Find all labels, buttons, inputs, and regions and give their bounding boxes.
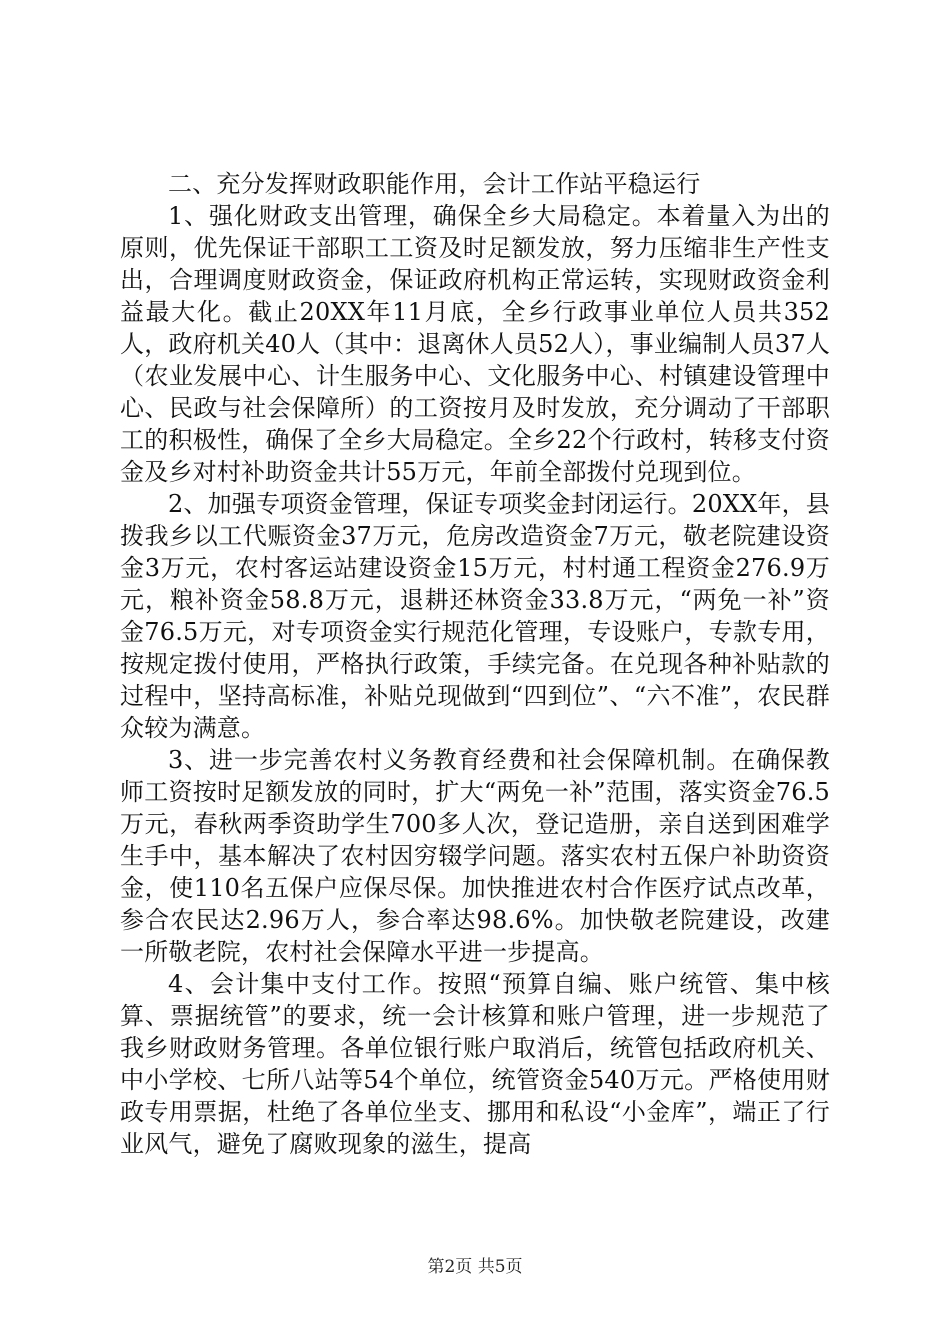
paragraph-4: 4、会计集中支付工作。按照“预算自编、账户统管、集中核算、票据统管”的要求，统一会计核算和账户管理，进一步规范了我乡财政财务管理。各单位银行账户取消后，统管包括政府机关、中小学校、七所八站等54个单位，统管资金540万元。严格使用财政专用票据，杜绝了各单位坐支、挪用和私设“小金库”，端正了行业风气，避免了腐败现象的滋生，提高: [120, 970, 830, 1158]
section-heading: 二、充分发挥财政职能作用，会计工作站平稳运行: [168, 170, 701, 198]
paragraph-3: 3、进一步完善农村义务教育经费和社会保障机制。在确保教师工资按时足额发放的同时，扩大“两免一补”范围，落实资金76.5万元，春秋两季资助学生700多人次，登记造册，亲自送到困难学生手中，基本解决了农村因穷辍学问题。落实农村五保户补助资资金，使110名五保户应保尽保。加快推进农村合作医疗试点改革，参合农民达2.96万人，参合率达98.6%。加快敬老院建设，改建一所敬老院，农村社会保障水平进一步提高。: [120, 746, 830, 966]
paragraph-2: 2、加强专项资金管理，保证专项奖金封闭运行。20XX年，县拨我乡以工代赈资金37万元，危房改造资金7万元，敬老院建设资金3万元，农村客运站建设资金15万元，村村通工程资金276.9万元，粮补资金58.8万元，退耕还林资金33.8万元，“两免一补”资金76.5万元，对专项资金实行规范化管理，专设账户，专款专用，按规定拨付使用，严格执行政策，手续完备。在兑现各种补贴款的过程中，坚持高标准，补贴兑现做到“四到位”、“六不准”，农民群众较为满意。: [120, 490, 830, 742]
page-number-footer: 第2页 共5页: [427, 1257, 523, 1277]
paragraph-1: 1、强化财政支出管理，确保全乡大局稳定。本着量入为出的原则，优先保证干部职工工资及时足额发放，努力压缩非生产性支出，合理调度财政资金，保证政府机构正常运转，实现财政资金利益最大化。截止20XX年11月底，全乡行政事业单位人员共352人，政府机关40人（其中：退离休人员52人），事业编制人员37人（农业发展中心、计生服务中心、文化服务中心、村镇建设管理中心、民政与社会保障所）的工资按月及时发放，充分调动了干部职工的积极性，确保了全乡大局稳定。全乡22个行政村，转移支付资金及乡对村补助资金共计55万元，年前全部拨付兑现到位。: [120, 202, 831, 486]
document-body: [120, 168, 830, 1160]
